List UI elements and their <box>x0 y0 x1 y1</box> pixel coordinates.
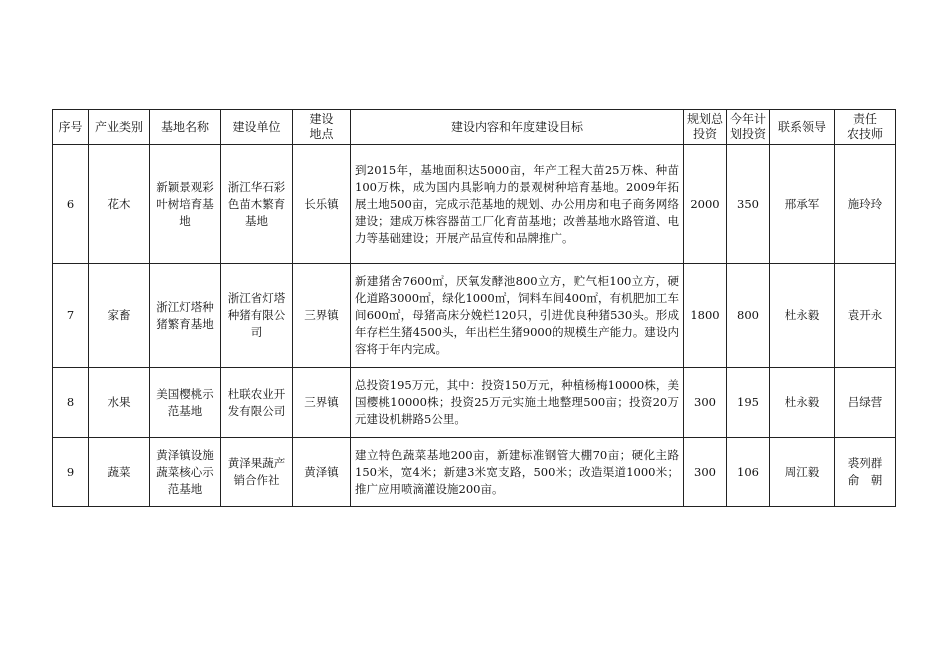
cell-leader: 杜永毅 <box>770 264 835 368</box>
table-row <box>53 264 896 368</box>
cell-content: 到2015年，基地面积达5000亩，年产工程大苗25万株、种苗100万株，成为国内具影响力的景观树种培育基地。2009年拓展土地500亩，完成示范基地的规划、办公用房和电子商务网络建设；建成万株容器苗工厂化育苗基地；改善基地水路管道、电力等基础建设；开展产品宣传和品牌推广。 <box>351 145 684 264</box>
header-content: 建设内容和年度建设目标 <box>351 110 684 145</box>
cell-no: 7 <box>53 264 89 368</box>
table-row <box>53 145 896 264</box>
cell-category: 花木 <box>89 145 150 264</box>
cell-location: 三界镇 <box>293 368 351 438</box>
cell-base-name: 浙江灯塔种猪繁育基地 <box>150 264 221 368</box>
cell-location: 三界镇 <box>293 264 351 368</box>
cell-year-investment: 800 <box>727 264 770 368</box>
cell-leader: 周江毅 <box>770 438 835 507</box>
cell-category: 水果 <box>89 368 150 438</box>
cell-technician: 吕绿营 <box>835 368 896 438</box>
investment-table <box>52 109 896 507</box>
header-unit: 建设单位 <box>221 110 293 145</box>
cell-category: 家畜 <box>89 264 150 368</box>
header-location: 建设 地点 <box>293 110 351 145</box>
header-leader: 联系领导 <box>770 110 835 145</box>
cell-content: 建立特色蔬菜基地200亩，新建标准钢管大棚70亩；硬化主路150米，宽4米；新建3米宽支路，500米；改造渠道1000米；推广应用喷滴灌设施200亩。 <box>351 438 684 507</box>
cell-category: 蔬菜 <box>89 438 150 507</box>
cell-leader: 杜永毅 <box>770 368 835 438</box>
cell-base-name: 黄泽镇设施蔬菜核心示范基地 <box>150 438 221 507</box>
cell-total-investment: 2000 <box>684 145 727 264</box>
cell-content: 总投资195万元，其中：投资150万元，种植杨梅10000株，美国樱桃10000株；投资25万元实施土地整理500亩；投资20万元建设机耕路5公里。 <box>351 368 684 438</box>
header-year-investment: 今年计 划投资 <box>727 110 770 145</box>
cell-unit: 杜联农业开发有限公司 <box>221 368 293 438</box>
cell-technician: 袁开永 <box>835 264 896 368</box>
table-row <box>53 438 896 507</box>
cell-content: 新建猪舍7600㎡，厌氧发酵池800立方，贮气柜100立方，硬化道路3000㎡，绿化1000㎡，饲料车间400㎡，有机肥加工车间600㎡，母猪高床分娩栏120只，引进优良种猪530头。形成年存栏生猪4500头，年出栏生猪9000的规模生产能力。建设内容将于年内完成。 <box>351 264 684 368</box>
cell-no: 6 <box>53 145 89 264</box>
cell-unit: 浙江省灯塔种猪有限公司 <box>221 264 293 368</box>
header-total-investment: 规划总 投资 <box>684 110 727 145</box>
header-no: 序号 <box>53 110 89 145</box>
header-technician: 责任 农技师 <box>835 110 896 145</box>
cell-year-investment: 350 <box>727 145 770 264</box>
cell-total-investment: 300 <box>684 368 727 438</box>
cell-year-investment: 106 <box>727 438 770 507</box>
cell-unit: 黄泽果蔬产销合作社 <box>221 438 293 507</box>
cell-total-investment: 1800 <box>684 264 727 368</box>
cell-base-name: 美国樱桃示范基地 <box>150 368 221 438</box>
cell-leader: 邢承军 <box>770 145 835 264</box>
header-row <box>53 110 896 145</box>
cell-total-investment: 300 <box>684 438 727 507</box>
cell-location: 长乐镇 <box>293 145 351 264</box>
cell-location: 黄泽镇 <box>293 438 351 507</box>
cell-base-name: 新颖景观彩叶树培育基地 <box>150 145 221 264</box>
cell-year-investment: 195 <box>727 368 770 438</box>
header-category: 产业类别 <box>89 110 150 145</box>
cell-technician: 裘列群 俞 朝 <box>835 438 896 507</box>
cell-technician: 施玲玲 <box>835 145 896 264</box>
cell-no: 9 <box>53 438 89 507</box>
cell-no: 8 <box>53 368 89 438</box>
table-row <box>53 368 896 438</box>
cell-unit: 浙江华石彩色苗木繁育基地 <box>221 145 293 264</box>
header-base-name: 基地名称 <box>150 110 221 145</box>
